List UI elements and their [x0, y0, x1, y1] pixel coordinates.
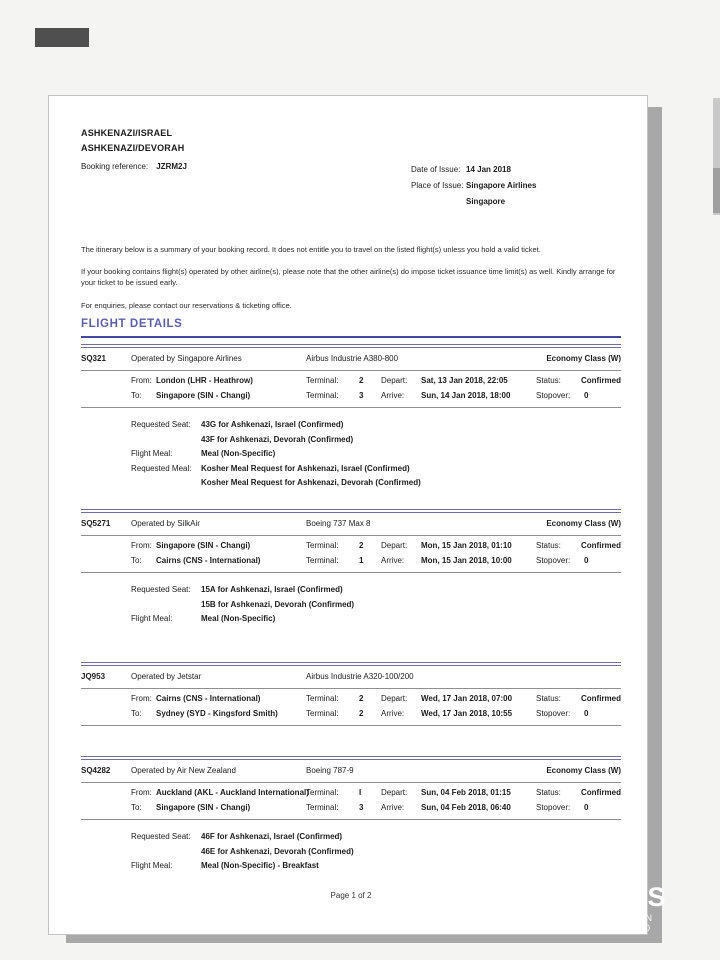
- depart-label: Depart:: [381, 541, 408, 550]
- watermark-line: 200: [633, 923, 652, 933]
- requested-seat-label: Requested Seat:: [131, 420, 191, 429]
- flight-separator: [81, 662, 621, 666]
- flight-section-sq321: [81, 344, 621, 493]
- depart-label: Depart:: [381, 694, 408, 703]
- arrive-label: Arrive:: [381, 556, 405, 565]
- terminal-label: Terminal:: [306, 391, 339, 400]
- stopover-label: Stopover:: [536, 709, 571, 718]
- from-label: From:: [131, 694, 152, 703]
- flight-separator: [81, 344, 621, 348]
- status-value: Confirmed: [581, 376, 621, 385]
- watermark-line: VIN: [635, 913, 654, 923]
- flight-details-heading: FLIGHT DETAILS: [81, 318, 183, 330]
- origin-terminal: I: [359, 788, 362, 797]
- flight-meal-value: Meal (Non-Specific) - Breakfast: [201, 861, 319, 870]
- arrive-datetime: Mon, 15 Jan 2018, 10:00: [421, 556, 512, 565]
- passenger-name: ASHKENAZI/ISRAEL: [81, 128, 173, 138]
- date-of-issue-label: Date of Issue:: [411, 165, 461, 174]
- requested-seat-value: 15B for Ashkenazi, Devorah (Confirmed): [201, 599, 355, 609]
- place-of-issue-value-2: Singapore: [466, 197, 506, 206]
- rule: [81, 407, 621, 408]
- itinerary-page: [48, 95, 648, 935]
- flight-meal-label: Flight Meal:: [131, 449, 173, 458]
- flight-number: SQ321: [81, 354, 106, 363]
- terminal-label: Terminal:: [306, 694, 339, 703]
- place-of-issue-value: Singapore Airlines: [466, 181, 537, 190]
- stopover-value: 0: [584, 709, 589, 718]
- notice-other-airlines: If your booking contains flight(s) operated by other airline(s), please note that the other airline(s) do impose ticket issuance time limit(s) as well. Kindly arrange for your ticket to be issued early.: [81, 266, 616, 287]
- flight-section-sq4282: [81, 756, 621, 876]
- terminal-label: Terminal:: [306, 709, 339, 718]
- arrive-datetime: Wed, 17 Jan 2018, 10:55: [421, 709, 513, 718]
- notice-validity: The itinerary below is a summary of your booking record. It does not entitle you to travel on the listed flight(s) unless you hold a valid ticket.: [81, 244, 541, 254]
- to-label: To:: [131, 709, 142, 718]
- watermark: [630, 884, 667, 933]
- rule: [81, 370, 621, 371]
- from-label: From:: [131, 541, 152, 550]
- requested-meal-label: Requested Meal:: [131, 463, 192, 473]
- place-of-issue-label: Place of Issue:: [411, 181, 464, 190]
- aircraft-type: Airbus Industrie A320-100/200: [306, 672, 414, 681]
- flight-details-rule: [81, 336, 621, 338]
- arrive-datetime: Sun, 14 Jan 2018, 18:00: [421, 391, 511, 400]
- status-label: Status:: [536, 694, 561, 703]
- flight-section-sq5271: [81, 509, 621, 629]
- spacer: [411, 194, 466, 210]
- requested-meal-value: Kosher Meal Request for Ashkenazi, Devorah (Confirmed): [201, 478, 421, 487]
- destination: Singapore (SIN - Changi): [156, 803, 251, 812]
- operated-by: Operated by Air New Zealand: [131, 766, 236, 775]
- to-label: To:: [131, 803, 142, 812]
- destination-terminal: 3: [359, 391, 364, 400]
- depart-datetime: Sun, 04 Feb 2018, 01:15: [421, 788, 511, 797]
- status-label: Status:: [536, 788, 561, 797]
- requested-seat-label: Requested Seat:: [131, 585, 191, 594]
- aircraft-type: Boeing 787-9: [306, 766, 354, 775]
- flight-meal-label: Flight Meal:: [131, 861, 173, 870]
- passenger-names: [81, 126, 184, 156]
- booking-reference-value: JZRM2J: [156, 162, 187, 171]
- destination-terminal: 1: [359, 556, 364, 565]
- rule: [81, 688, 621, 689]
- origin-terminal: 2: [359, 694, 364, 703]
- from-label: From:: [131, 376, 152, 385]
- cabin-class: Economy Class (W): [546, 354, 621, 363]
- flight-meal-value: Meal (Non-Specific): [201, 614, 276, 623]
- origin: Auckland (AKL - Auckland International): [156, 788, 309, 797]
- origin: London (LHR - Heathrow): [156, 376, 253, 385]
- requested-seat-value: 43G for Ashkenazi, Israel (Confirmed): [201, 420, 344, 429]
- requested-meal-value: Kosher Meal Request for Ashkenazi, Israel (Confirmed): [201, 463, 410, 473]
- status-value: Confirmed: [581, 694, 621, 703]
- depart-datetime: Mon, 15 Jan 2018, 01:10: [421, 541, 512, 550]
- from-label: From:: [131, 788, 152, 797]
- rule: [81, 782, 621, 783]
- issue-info: [411, 162, 536, 210]
- aircraft-type: Airbus Industrie A380-800: [306, 354, 399, 363]
- stopover-value: 0: [584, 803, 589, 812]
- flight-number: JQ953: [81, 672, 106, 681]
- terminal-label: Terminal:: [306, 556, 339, 565]
- passenger-name: ASHKENAZI/DEVORAH: [81, 143, 185, 153]
- flight-separator: [81, 756, 621, 760]
- date-of-issue-value: 14 Jan 2018: [466, 165, 511, 174]
- rule: [81, 819, 621, 820]
- requested-seat-value: 15A for Ashkenazi, Israel (Confirmed): [201, 585, 343, 594]
- requested-seat-label: Requested Seat:: [131, 832, 191, 841]
- booking-reference: [81, 162, 187, 171]
- requested-seat-value: 43F for Ashkenazi, Devorah (Confirmed): [201, 434, 354, 444]
- status-label: Status:: [536, 541, 561, 550]
- arrive-label: Arrive:: [381, 391, 405, 400]
- origin-terminal: 2: [359, 541, 364, 550]
- status-value: Confirmed: [581, 788, 621, 797]
- flight-meal-value: Meal (Non-Specific): [201, 449, 276, 458]
- stopover-label: Stopover:: [536, 556, 571, 565]
- rule: [81, 535, 621, 536]
- depart-datetime: Wed, 17 Jan 2018, 07:00: [421, 694, 513, 703]
- notice-enquiries: For enquiries, please contact our reservations & ticketing office.: [81, 300, 292, 310]
- destination: Sydney (SYD - Kingsford Smith): [156, 709, 278, 718]
- status-label: Status:: [536, 376, 561, 385]
- to-label: To:: [131, 391, 142, 400]
- to-label: To:: [131, 556, 142, 565]
- arrive-label: Arrive:: [381, 803, 405, 812]
- operated-by: Operated by Singapore Airlines: [131, 354, 242, 363]
- arrive-label: Arrive:: [381, 709, 405, 718]
- cabin-class: Economy Class (W): [546, 766, 621, 775]
- status-value: Confirmed: [581, 541, 621, 550]
- rule: [81, 572, 621, 573]
- flight-number: SQ5271: [81, 519, 111, 528]
- origin: Singapore (SIN - Changi): [156, 541, 251, 550]
- booking-reference-label: Booking reference:: [81, 162, 149, 171]
- stopover-label: Stopover:: [536, 391, 571, 400]
- requested-seat-value: 46F for Ashkenazi, Israel (Confirmed): [201, 832, 343, 841]
- terminal-label: Terminal:: [306, 803, 339, 812]
- origin: Cairns (CNS - International): [156, 694, 261, 703]
- cabin-class: Economy Class (W): [546, 519, 621, 528]
- operated-by: Operated by Jetstar: [131, 672, 202, 681]
- depart-label: Depart:: [381, 376, 408, 385]
- right-edge-scroll-thumb[interactable]: [713, 168, 720, 213]
- terminal-label: Terminal:: [306, 788, 339, 797]
- destination-terminal: 2: [359, 709, 364, 718]
- terminal-label: Terminal:: [306, 541, 339, 550]
- flight-meal-label: Flight Meal:: [131, 614, 173, 623]
- flight-number: SQ4282: [81, 766, 111, 775]
- requested-seat-value: 46E for Ashkenazi, Devorah (Confirmed): [201, 846, 354, 856]
- depart-datetime: Sat, 13 Jan 2018, 22:05: [421, 376, 508, 385]
- stopover-label: Stopover:: [536, 803, 571, 812]
- page-number: Page 1 of 2: [330, 891, 372, 900]
- dark-corner-box: [35, 28, 89, 47]
- rule: [81, 725, 621, 726]
- destination-terminal: 3: [359, 803, 364, 812]
- stopover-value: 0: [584, 391, 589, 400]
- terminal-label: Terminal:: [306, 376, 339, 385]
- operated-by: Operated by SilkAir: [131, 519, 200, 528]
- stopover-value: 0: [584, 556, 589, 565]
- flight-separator: [81, 509, 621, 513]
- depart-label: Depart:: [381, 788, 408, 797]
- flight-section-jq953: [81, 662, 621, 729]
- arrive-datetime: Sun, 04 Feb 2018, 06:40: [421, 803, 511, 812]
- watermark-line: TS: [630, 882, 667, 912]
- destination: Singapore (SIN - Changi): [156, 391, 251, 400]
- aircraft-type: Boeing 737 Max 8: [306, 519, 371, 528]
- origin-terminal: 2: [359, 376, 364, 385]
- destination: Cairns (CNS - International): [156, 556, 261, 565]
